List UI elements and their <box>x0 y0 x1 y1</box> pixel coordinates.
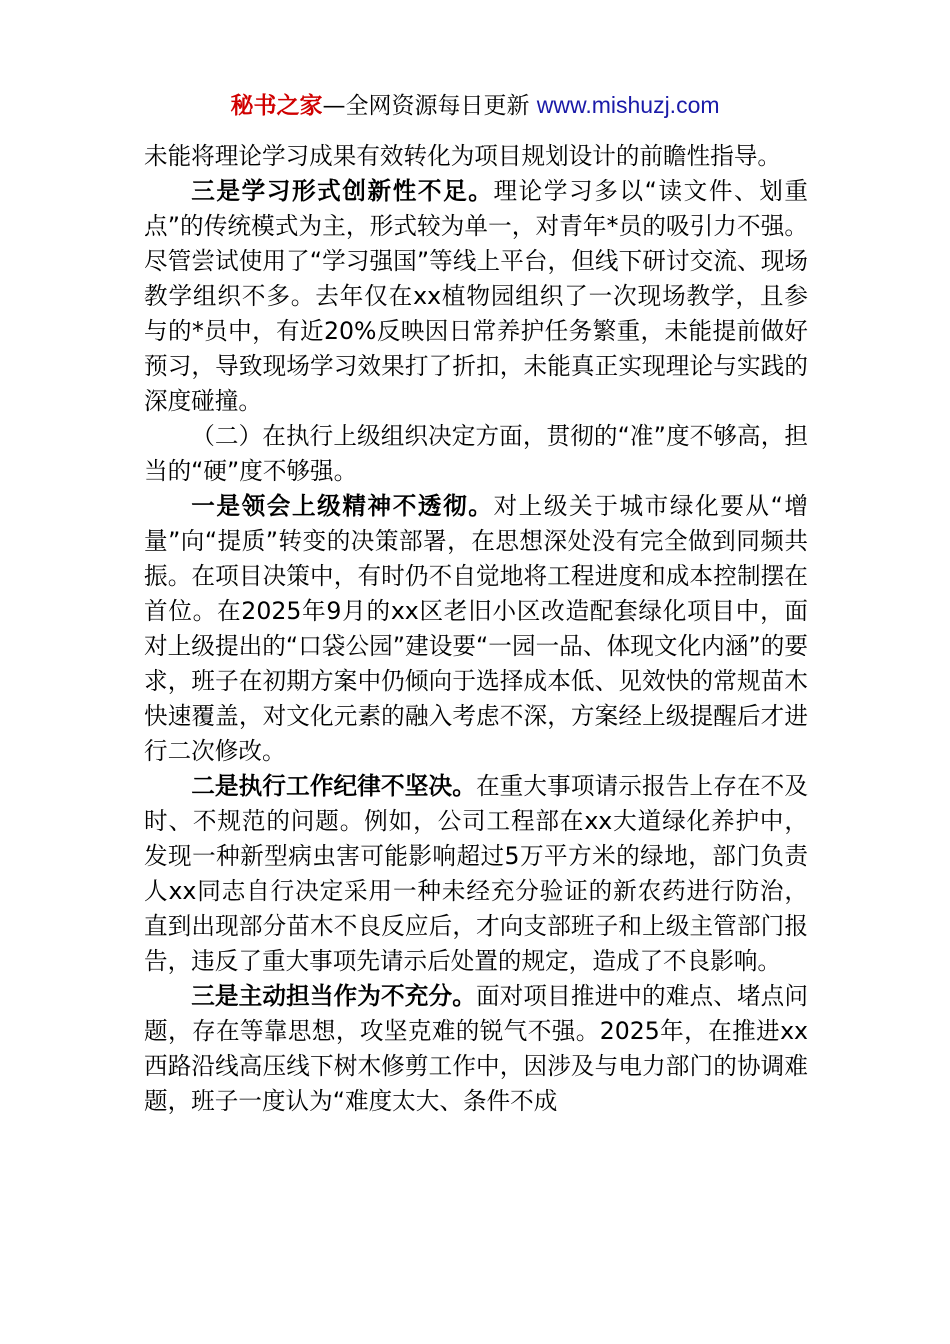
paragraph-text: 未能将理论学习成果有效转化为项目规划设计的前瞻性指导。 <box>144 142 782 170</box>
paragraph-text: 对上级关于城市绿化要从“增量”向“提质”转变的决策部署，在思想深处没有完全做到同频共振。在项目决策中，有时仍不自觉地将工程进度和成本控制摆在首位。在2025年9月的xx区老旧小区改造配套绿化项目中，面对上级提出的“口袋公园”建设要“一园一品、体现文化内涵”的要求，班子在初期方案中仍倾向于选择成本低、见效快的常规苗木快速覆盖，对文化元素的融入考虑不深，方案经上级提醒后才进行二次修改。 <box>144 492 808 765</box>
paragraph-lead: 一是领会上级精神不透彻。 <box>191 492 494 520</box>
paragraph-discipline <box>144 769 808 979</box>
paragraph-text: 面对项目推进中的难点、堵点问题，存在等靠思想，攻坚克难的锐气不强。2025年，在推进xx西路沿线高压线下树木修剪工作中，因涉及与电力部门的协调难题，班子一度认为“难度太大、条件不成 <box>144 982 809 1115</box>
site-url-link[interactable]: www.mishuzj.com <box>536 92 720 118</box>
site-tagline: —全网资源每日更新 <box>322 93 537 119</box>
paragraph-text: 在重大事项请示报告上存在不及时、不规范的问题。例如，公司工程部在xx大道绿化养护中，发现一种新型病虫害可能影响超过5万平方米的绿地，部门负责人xx同志自行决定采用一种未经充分验证的新农药进行防治，直到出现部分苗木不良反应后，才向支部班子和上级主管部门报告，违反了重大事项先请示后处置的规定，造成了不良影响。 <box>144 772 809 975</box>
document-body <box>144 139 808 1119</box>
paragraph-lead: 三是学习形式创新性不足。 <box>191 177 494 205</box>
paragraph-lead: 二是执行工作纪律不坚决。 <box>191 772 476 800</box>
paragraph-understanding <box>144 489 808 769</box>
paragraph-text: （二）在执行上级组织决定方面，贯彻的“准”度不够高，担当的“硬”度不够强。 <box>144 422 808 485</box>
paragraph-text: 理论学习多以“读文件、划重点”的传统模式为主，形式较为单一，对青年*员的吸引力不强。尽管尝试使用了“学习强国”等线上平台，但线下研讨交流、现场教学组织不多。去年仅在xx植物园组织了一次现场教学，且参与的*员中，有近20%反映因日常养护任务繁重，未能提前做好预习，导致现场学习效果打了折扣，未能真正实现理论与实践的深度碰撞。 <box>144 177 808 415</box>
site-brand: 秘书之家 <box>230 93 323 119</box>
paragraph-continuation <box>144 139 808 174</box>
paragraph-initiative <box>144 979 808 1119</box>
site-header <box>0 88 950 123</box>
section-heading-execution <box>144 419 808 489</box>
paragraph-learning-form <box>144 174 808 419</box>
paragraph-lead: 三是主动担当作为不充分。 <box>191 982 476 1010</box>
